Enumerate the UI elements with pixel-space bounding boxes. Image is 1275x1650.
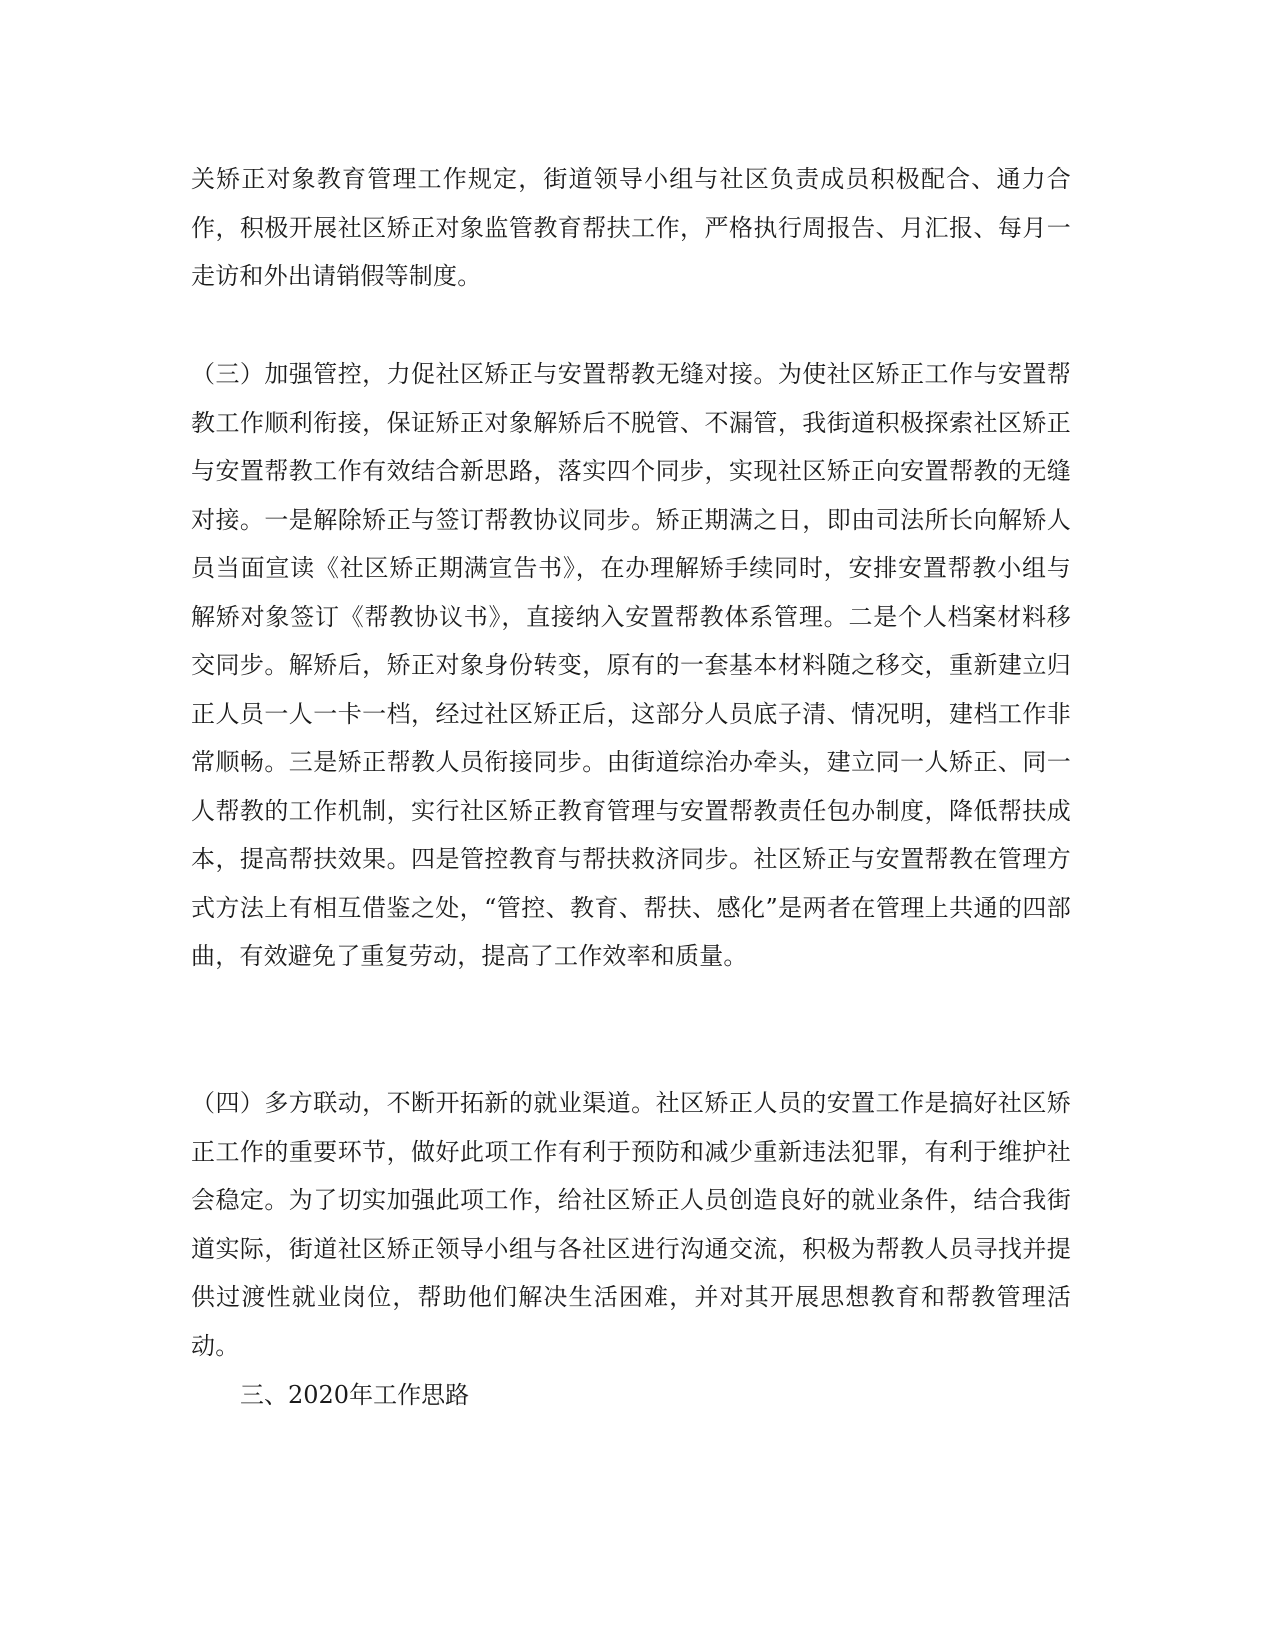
paragraph-supervision-rules: 关矫正对象教育管理工作规定，街道领导小组与社区负责成员积极配合、通力合作，积极开展社区矫正对象监管教育帮扶工作，严格执行周报告、月汇报、每月一走访和外出请销假等制度。	[191, 165, 1071, 290]
paragraph-section-four: （四）多方联动，不断开拓新的就业渠道。社区矫正人员的安置工作是搞好社区矫正工作的重要环节，做好此项工作有利于预防和减少重新违法犯罪，有利于维护社会稳定。为了切实加强此项工作，给社区矫正人员创造良好的就业条件，结合我街道实际，街道社区矫正领导小组与各社区进行沟通交流，积极为帮教人员寻找并提供过渡性就业岗位，帮助他们解决生活困难，并对其开展思想教育和帮教管理活动。	[191, 1089, 1071, 1360]
section-heading-work-plan: 三、2020年工作思路	[240, 1381, 470, 1409]
paragraph-section-three: （三）加强管控，力促社区矫正与安置帮教无缝对接。为使社区矫正工作与安置帮教工作顺利衔接，保证矫正对象解矫后不脱管、不漏管，我街道积极探索社区矫正与安置帮教工作有效结合新思路，落实四个同步，实现社区矫正向安置帮教的无缝对接。一是解除矫正与签订帮教协议同步。矫正期满之日，即由司法所长向解矫人员当面宣读《社区矫正期满宣告书》，在办理解矫手续同时，安排安置帮教小组与解矫对象签订《帮教协议书》，直接纳入安置帮教体系管理。二是个人档案材料移交同步。解矫后，矫正对象身份转变，原有的一套基本材料随之移交，重新建立归正人员一人一卡一档，经过社区矫正后，这部分人员底子清、情况明，建档工作非常顺畅。三是矫正帮教人员衔接同步。由街道综治办牵头，建立同一人矫正、同一人帮教的工作机制，实行社区矫正教育管理与安置帮教责任包办制度，降低帮扶成本，提高帮扶效果。四是管控教育与帮扶救济同步。社区矫正与安置帮教在管理方式方法上有相互借鉴之处，“管控、教育、帮扶、感化”是两者在管理上共通的四部曲，有效避免了重复劳动，提高了工作效率和质量。	[191, 360, 1071, 970]
